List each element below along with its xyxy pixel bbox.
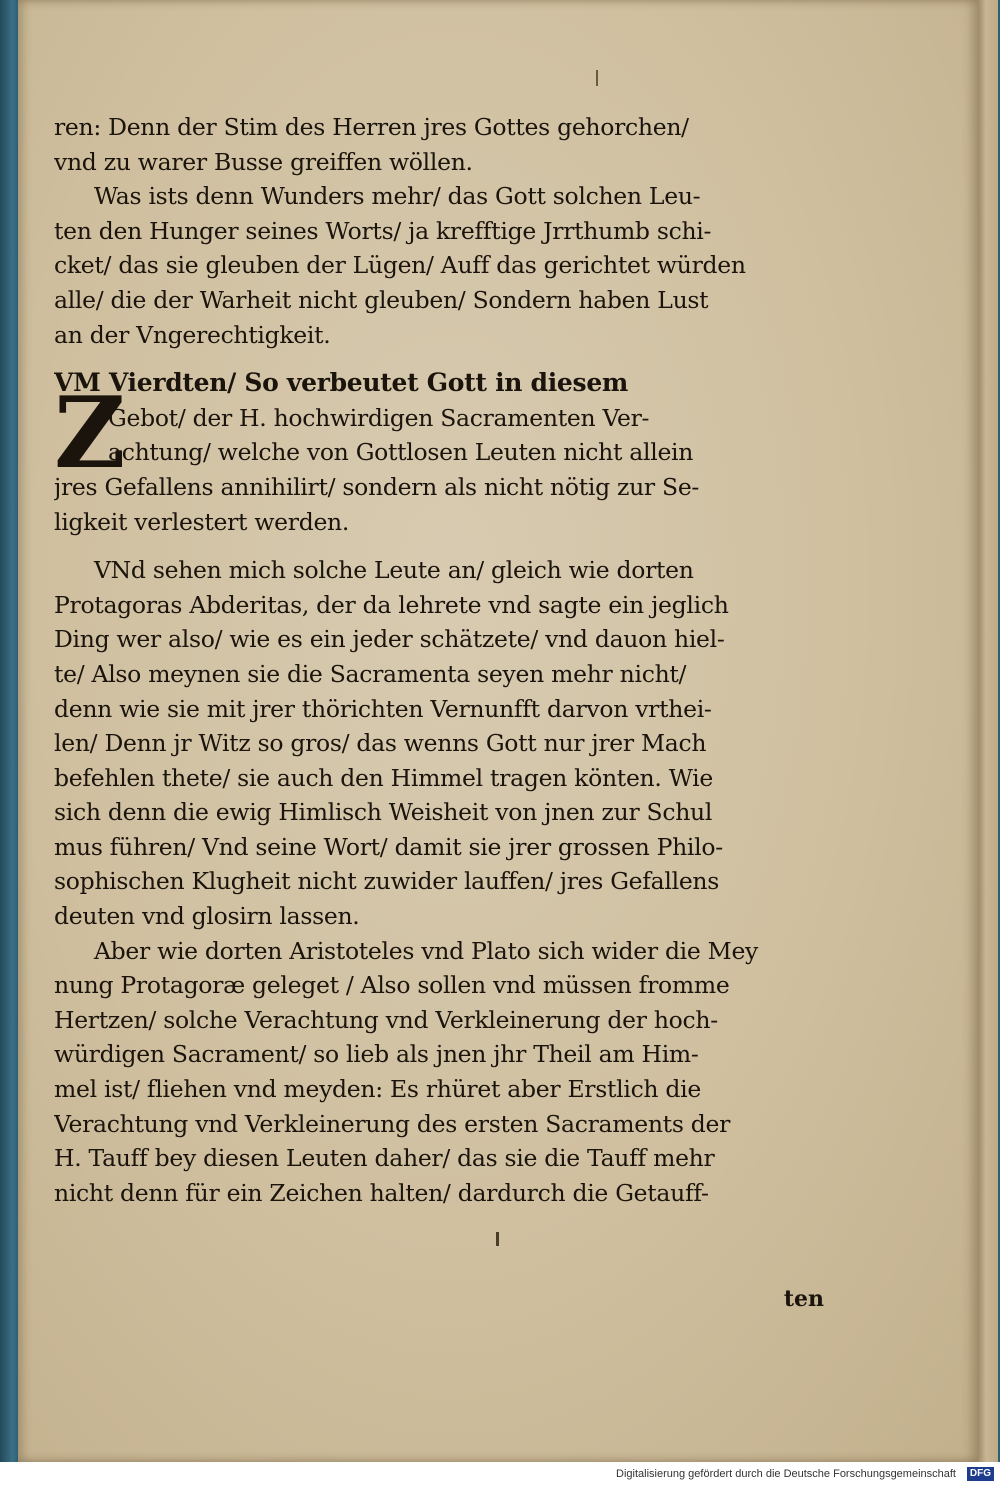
ink-mark	[596, 70, 598, 86]
text-line: achtung/ welche von Gottlosen Leuten nicht allein	[108, 438, 694, 467]
text-line: Gebot/ der H. hochwirdigen Sacramenten Ver-	[108, 403, 650, 432]
text-line: ligkeit verlestert werden.	[54, 507, 350, 536]
text-line: alle/ die der Warheit nicht gleuben/ Sondern haben Lust	[54, 285, 709, 314]
text-line: ten den Hunger seines Worts/ ja krefftige Jrrthumb schi-	[54, 216, 712, 245]
text-line: ren: Denn der Stim des Herren jres Gottes gehorchen/	[54, 113, 689, 141]
text-line: sich denn die ewig Himlisch Weisheit von jnen zur Schul	[54, 798, 713, 827]
text-line: vnd zu warer Busse greiffen wöllen.	[54, 147, 473, 176]
binding-edge	[0, 0, 18, 1462]
decorated-initial: Z	[54, 376, 126, 491]
text-line: Was ists denn Wunders mehr/ das Gott solchen Leu-	[94, 182, 701, 211]
text-line: nicht denn für ein Zeichen halten/ dardurch die Getauff-	[54, 1178, 709, 1207]
page-text	[54, 110, 824, 1312]
text-line: VNd sehen mich solche Leute an/ gleich wie dorten	[94, 556, 694, 585]
text-line: Hertzen/ solche Verachtung vnd Verkleinerung der hoch-	[54, 1005, 718, 1034]
text-line: denn wie sie mit jrer thörichten Vernunfft darvon vrthei-	[54, 694, 712, 723]
text-line: mel ist/ fliehen vnd meyden: Es rhüret aber Erstlich die	[54, 1075, 701, 1104]
text-line: te/ Also meynen sie die Sacramenta seyen mehr nicht/	[54, 659, 687, 688]
text-line: H. Tauff bey diesen Leuten daher/ das sie die Tauff mehr	[54, 1144, 715, 1173]
section-gap	[54, 352, 824, 366]
text-line: Verachtung vnd Verkleinerung des ersten Sacraments der	[54, 1109, 731, 1138]
text-line: befehlen thete/ sie auch den Himmel tragen könten. Wie	[54, 763, 713, 792]
text-line: Aber wie dorten Aristoteles vnd Plato sich wider die Mey	[94, 936, 759, 965]
text-line: Protagoras Abderitas, der da lehrete vnd sagte ein jeglich	[54, 590, 729, 619]
text-line: jres Gefallens annihilirt/ sondern als nicht nötig zur Se-	[54, 472, 700, 501]
text-line: len/ Denn jr Witz so gros/ das wenns Gott nur jrer Mach	[54, 729, 707, 758]
text-line: Ding wer also/ wie es ein jeder schätzete/ vnd dauon hiel-	[54, 625, 725, 654]
section-heading-line: VM Vierdten/ So verbeutet Gott in diesem	[54, 368, 629, 398]
section-gap	[54, 539, 824, 553]
dfg-logo: DFG	[967, 1467, 994, 1481]
page-edge	[978, 0, 998, 1462]
text-line: cket/ das sie gleuben der Lügen/ Auff das gerichtet würden	[54, 251, 746, 280]
text-line: deuten vnd glosirn lassen.	[54, 902, 360, 931]
text-line: sophischen Klugheit nicht zuwider lauffen/ jres Gefallens	[54, 867, 720, 896]
book-page	[18, 0, 978, 1462]
catchword: ten	[783, 1286, 824, 1312]
text-line: mus führen/ Vnd seine Wort/ damit sie jrer grossen Philo-	[54, 832, 723, 861]
text-line: würdigen Sacrament/ so lieb als jnen jhr Theil am Him-	[54, 1040, 699, 1069]
text-line: nung Protagoræ geleget / Also sollen vnd müssen fromme	[54, 971, 730, 1000]
ink-mark	[496, 1232, 499, 1246]
funding-credit: Digitalisierung gefördert durch die Deutsche Forschungsgemeinschaft	[616, 1468, 956, 1480]
text-line: an der Vngerechtigkeit.	[54, 320, 331, 349]
footer-bar	[0, 1462, 1000, 1488]
